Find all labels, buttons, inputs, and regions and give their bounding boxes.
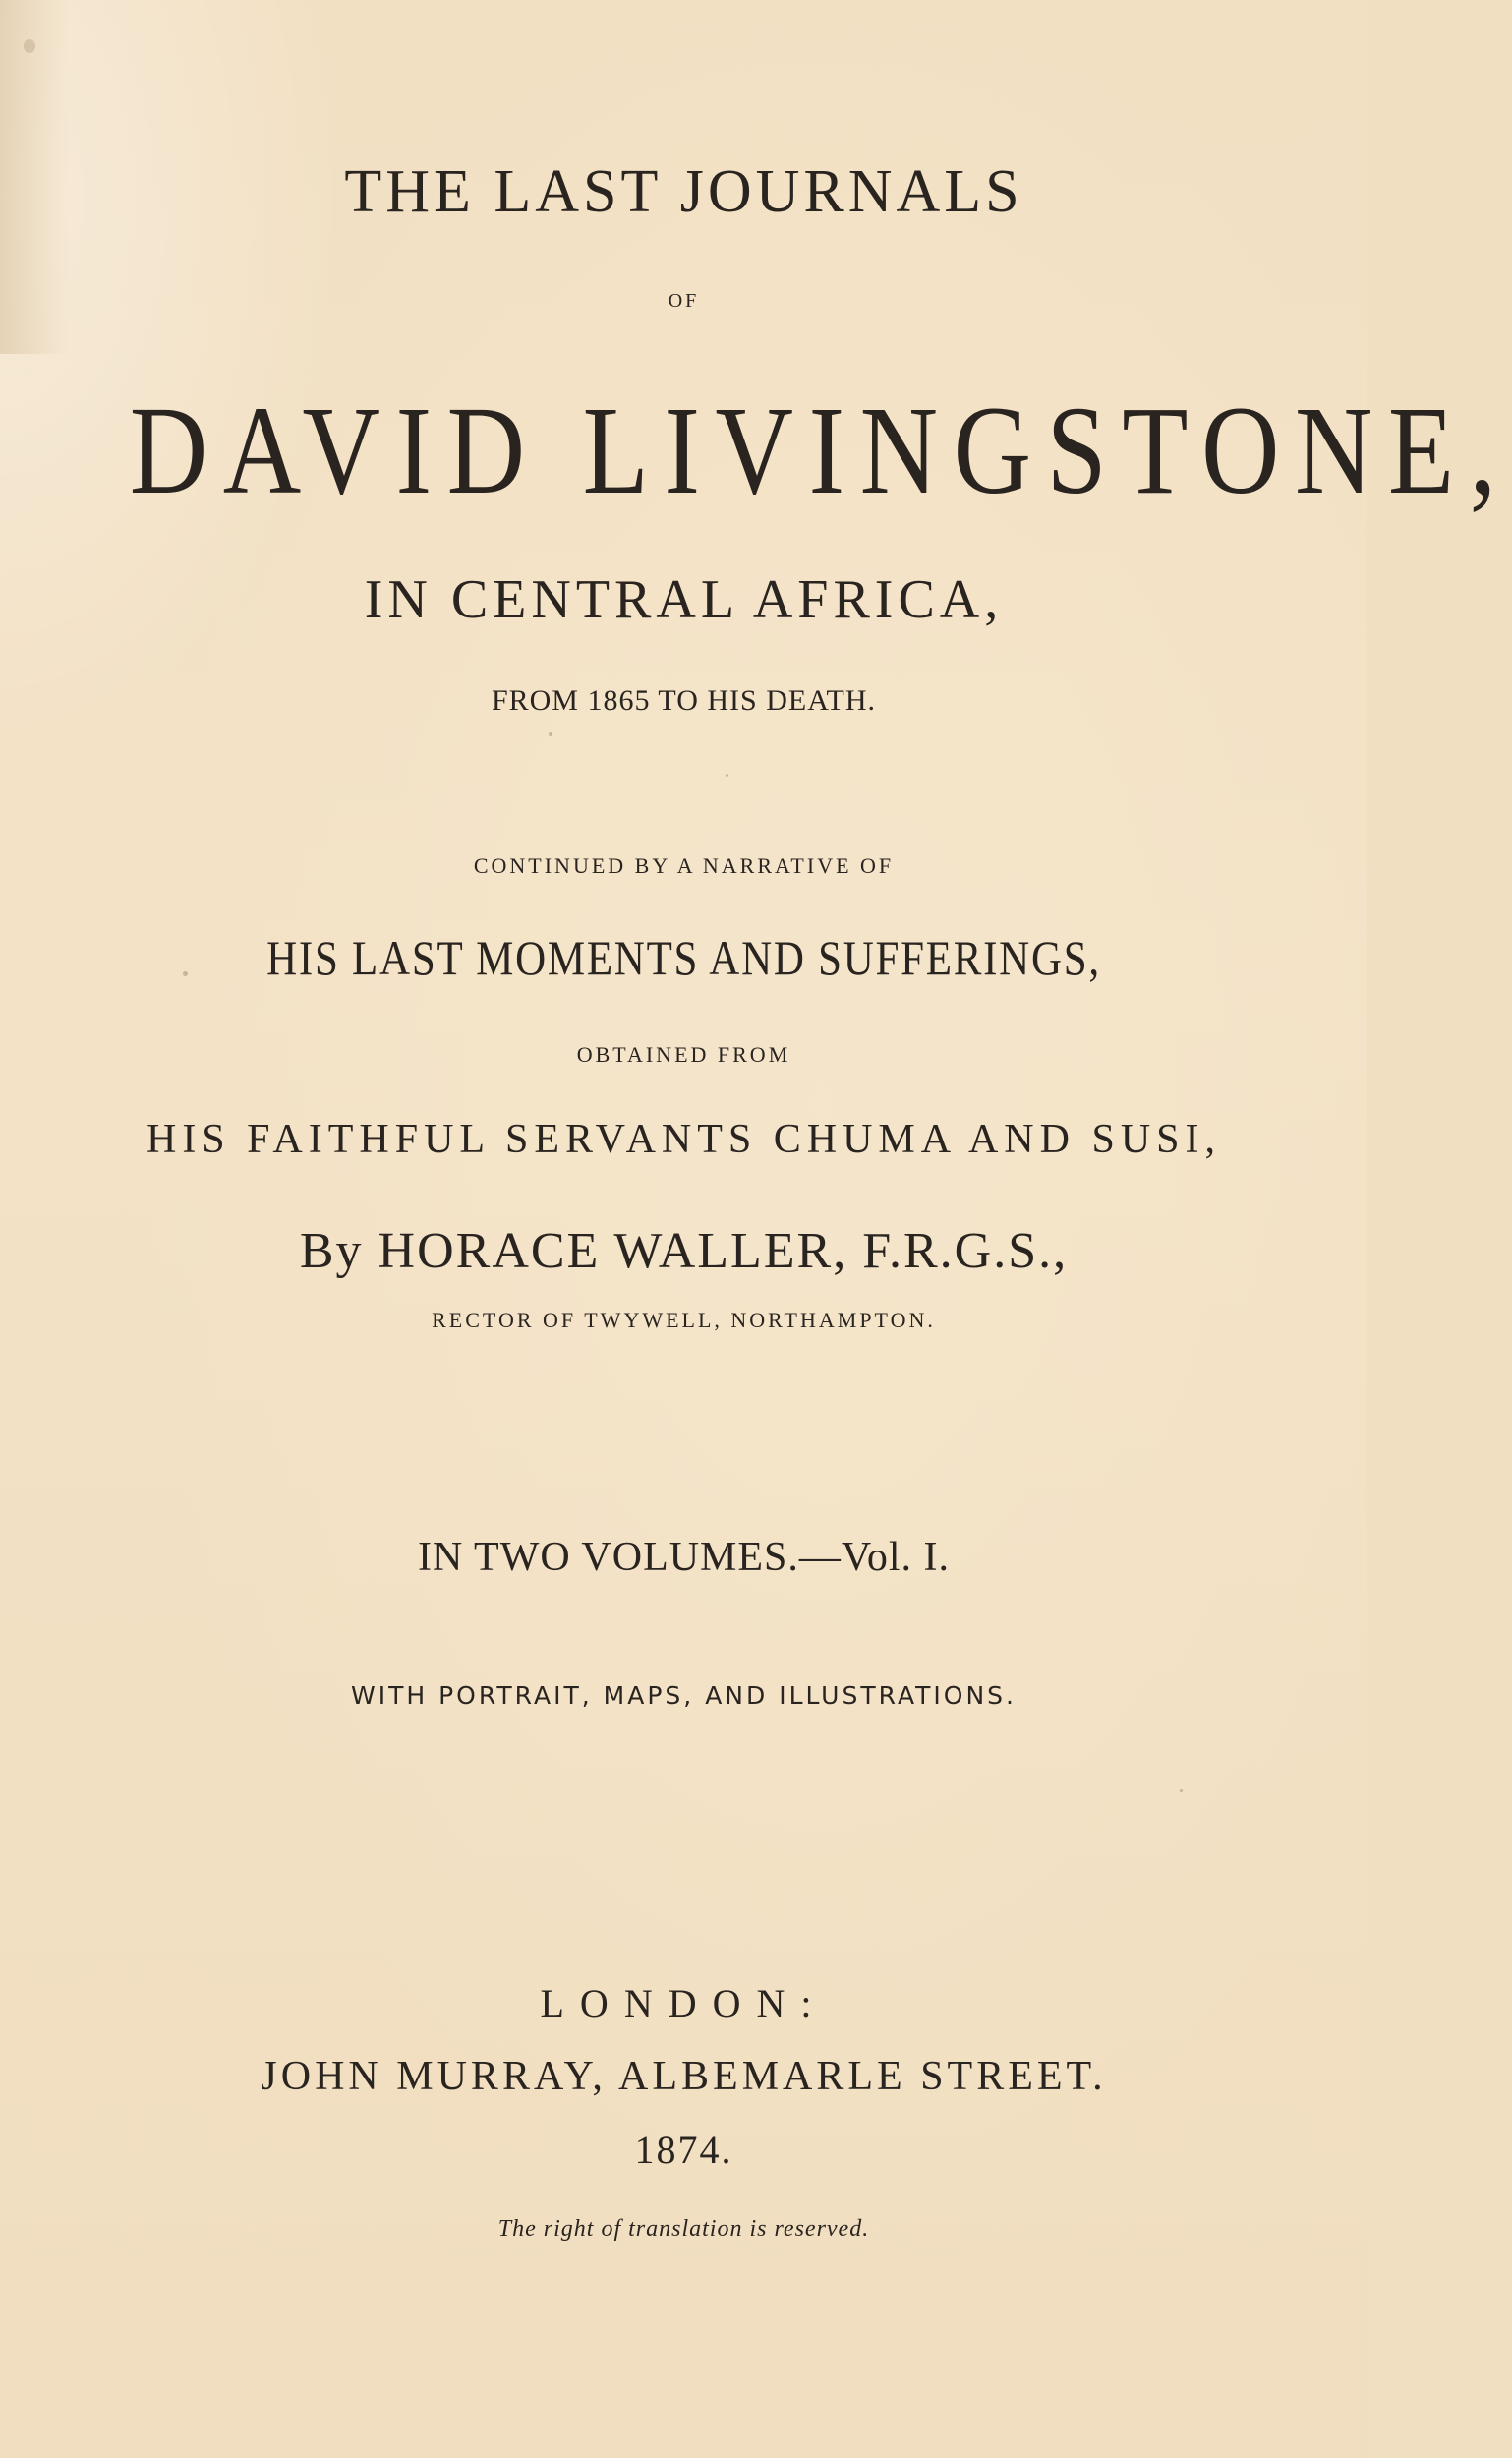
author-subject-name: DAVID LIVINGSTONE,	[129, 380, 1512, 520]
volume-info: IN TWO VOLUMES.—Vol. I.	[417, 1535, 950, 1580]
subtitle-last-moments: HIS LAST MOMENTS AND SUFFERINGS,	[266, 930, 1101, 985]
title-line-region: IN CENTRAL AFRICA,	[364, 569, 1004, 630]
imprint-city: LONDON:	[540, 1981, 828, 2025]
rights-notice: The right of translation is reserved.	[497, 2216, 870, 2242]
paper-speck	[726, 774, 728, 777]
subtitle-continued: CONTINUED BY A NARRATIVE OF	[473, 853, 895, 878]
title-line-dates: FROM 1865 TO HIS DEATH.	[491, 684, 877, 717]
paper-speck	[549, 732, 552, 736]
imprint-publisher: JOHN MURRAY, ALBEMARLE STREET.	[261, 2054, 1107, 2099]
subtitle-servants: HIS FAITHFUL SERVANTS CHUMA AND SUSI,	[145, 1117, 1221, 1162]
title-line-of: OF	[668, 290, 700, 312]
editor-byline: By HORACE WALLER, F.R.G.S.,	[299, 1223, 1069, 1279]
editor-position: RECTOR OF TWYWELL, NORTHAMPTON.	[432, 1308, 936, 1332]
paper-speck	[183, 971, 188, 976]
subtitle-obtained-from: OBTAINED FROM	[576, 1042, 791, 1067]
paper-speck	[24, 39, 35, 53]
paper-speck	[1180, 1789, 1183, 1792]
title-line-journals: THE LAST JOURNALS	[344, 158, 1023, 225]
illustrations-note: WITH PORTRAIT, MAPS, AND ILLUSTRATIONS.	[351, 1681, 1017, 1710]
imprint-year: 1874.	[634, 2128, 733, 2172]
